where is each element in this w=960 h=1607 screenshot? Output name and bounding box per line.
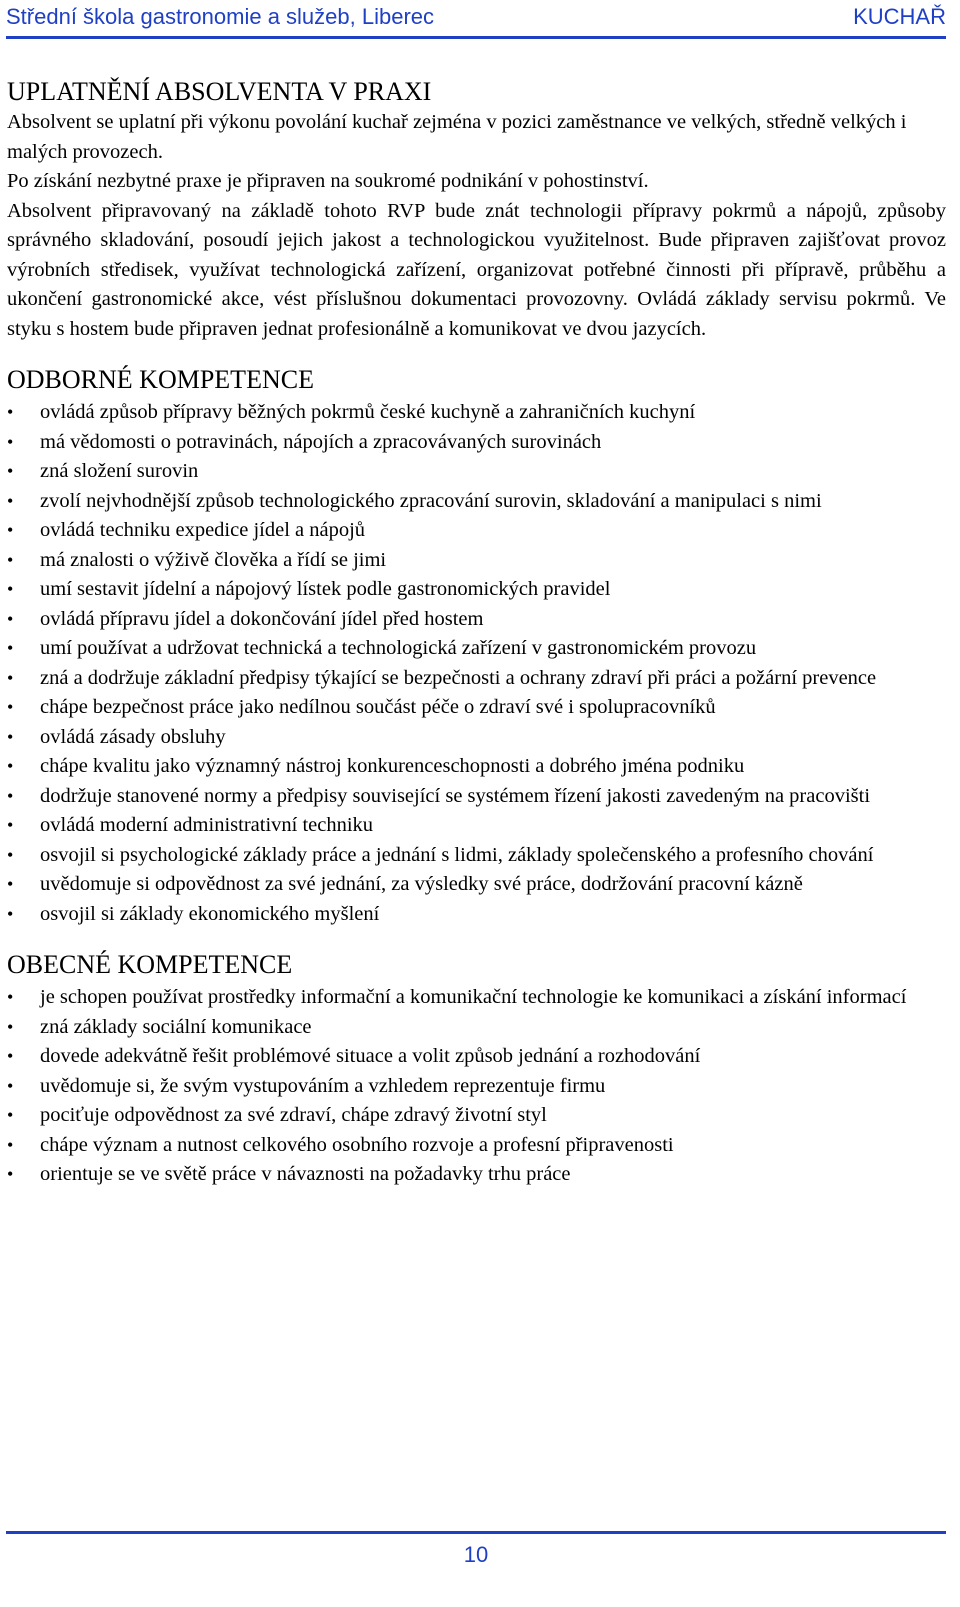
bullet-icon: • (7, 874, 14, 894)
bullet-icon: • (7, 785, 14, 806)
list-item (7, 546, 946, 576)
bullet-icon: • (7, 1134, 14, 1155)
list-item (7, 983, 946, 1013)
bullet-icon: • (7, 490, 14, 511)
list-item-text: pociťuje odpovědnost za své zdraví, chápe zdravý životní styl (40, 1104, 547, 1126)
section-title-graduate-employment: UPLATNĚNÍ ABSOLVENTA V PRAXI (7, 77, 432, 106)
list-item-text: umí sestavit jídelní a nápojový lístek podle gastronomických pravidel (40, 578, 611, 600)
list-item-text: ovládá zásady obsluhy (40, 725, 226, 748)
bullet-icon: • (7, 1075, 14, 1096)
bullet-icon: • (7, 844, 14, 865)
list-item-text: osvojil si psychologické základy práce a jednání s lidmi, základy společenského a profesního chování (40, 843, 874, 866)
list-item-text: ovládá techniku expedice jídel a nápojů (40, 519, 366, 541)
list-item-text: má vědomosti o potravinách, nápojích a zpracovávaných surovinách (40, 430, 602, 453)
bullet-icon: • (7, 726, 14, 747)
list-item-text: zná základy sociální komunikace (40, 1015, 312, 1038)
page-footer (6, 1531, 946, 1568)
list-item (7, 723, 946, 753)
list-item (7, 516, 946, 546)
list-item-text: zvolí nejvhodnější způsob technologického zpracování surovin, skladování a manipulaci s nimi (40, 489, 822, 512)
list-item-text: zná a dodržuje základní předpisy týkající se bezpečnosti a ochrany zdraví při práci a požární prevence (40, 666, 877, 689)
bullet-icon: • (7, 697, 14, 717)
bullet-icon: • (7, 431, 14, 452)
document-subject: KUCHAŘ (853, 4, 946, 29)
page-content (7, 76, 946, 1190)
list-item (7, 870, 946, 900)
general-competences-list (7, 983, 946, 1190)
bullet-icon: • (7, 987, 14, 1007)
bullet-icon: • (7, 579, 14, 599)
list-item (7, 1101, 946, 1131)
list-item-text: ovládá moderní administrativní techniku (40, 814, 374, 836)
section-title-general-competences: OBECNÉ KOMPETENCE (7, 950, 293, 979)
list-item (7, 752, 946, 782)
list-item-text: umí používat a udržovat technická a technologická zařízení v gastronomickém provozu (40, 637, 757, 659)
list-item-text: uvědomuje si odpovědnost za své jednání, za výsledky své práce, dodržování pracovní kázně (40, 873, 803, 895)
list-item (7, 487, 946, 517)
list-item (7, 457, 946, 487)
bullet-icon: • (7, 1016, 14, 1037)
list-item (7, 605, 946, 635)
bullet-icon: • (7, 903, 14, 924)
list-item-text: osvojil si základy ekonomického myšlení (40, 902, 380, 925)
section-title-professional-competences: ODBORNÉ KOMPETENCE (7, 365, 314, 394)
list-item (7, 1013, 946, 1043)
list-item (7, 398, 946, 428)
list-item-text: dodržuje stanovené normy a předpisy související se systémem řízení jakosti zavedeným na pracovišti (40, 784, 871, 807)
school-name: Střední škola gastronomie a služeb, Liberec (6, 4, 435, 29)
list-item (7, 664, 946, 694)
bullet-icon: • (7, 549, 14, 570)
list-item-text: zná složení surovin (40, 460, 199, 482)
bullet-icon: • (7, 667, 14, 688)
bullet-icon: • (7, 638, 14, 658)
list-item-text: dovede adekvátně řešit problémové situace a volit způsob jednání a rozhodování (40, 1045, 701, 1067)
paragraph-employment-2: Po získání nezbytné praxe je připraven na soukromé podnikání v pohostinství. (7, 170, 649, 192)
list-item-text: chápe význam a nutnost celkového osobního rozvoje a profesní připravenosti (40, 1133, 674, 1156)
paragraph-employment-3: Absolvent připravovaný na základě tohoto RVP bude znát technologii přípravy pokrmů a nápojů, způsoby správného skladování, posoudí jejich jakost a technologickou využitelnost. Bude připraven zajišťovat provoz výrobních středisek, využívat technologická zařízení, organizovat potřebné činnosti při přípravě, průběhu a ukončení gastronomické akce, vést příslušnou dokumentaci provozovny. Ovládá základy servisu pokrmů. Ve styku s hostem bude připraven jednat profesionálně a komunikovat ve dvou jazycích. (7, 199, 946, 340)
list-item-text: chápe kvalitu jako významný nástroj konkurenceschopnosti a dobrého jména podniku (40, 755, 745, 777)
list-item-text: ovládá způsob přípravy běžných pokrmů české kuchyně a zahraničních kuchyní (40, 401, 696, 423)
page-number: 10 (463, 1542, 489, 1567)
list-item (7, 1131, 946, 1161)
list-item (7, 782, 946, 812)
bullet-icon: • (7, 815, 14, 835)
bullet-icon: • (7, 1164, 14, 1184)
list-item (7, 428, 946, 458)
list-item (7, 811, 946, 841)
list-item (7, 693, 946, 723)
list-item (7, 1160, 946, 1190)
paragraph-employment-1: Absolvent se uplatní při výkonu povolání kuchař zejména v pozici zaměstnance ve velkých, středně velkých i malých provozech. (7, 111, 907, 163)
list-item (7, 900, 946, 930)
list-item (7, 1072, 946, 1102)
list-item-text: orientuje se ve světě práce v návaznosti na požadavky trhu práce (40, 1163, 571, 1185)
bullet-icon: • (7, 520, 14, 540)
list-item-text: je schopen používat prostředky informační a komunikační technologie ke komunikaci a získání informací (40, 986, 907, 1008)
page-header (6, 2, 946, 39)
list-item-text: uvědomuje si, že svým vystupováním a vzhledem reprezentuje firmu (40, 1074, 606, 1097)
bullet-icon: • (7, 1105, 14, 1125)
list-item (7, 634, 946, 664)
bullet-icon: • (7, 461, 14, 481)
bullet-icon: • (7, 756, 14, 776)
list-item (7, 841, 946, 871)
bullet-icon: • (7, 1046, 14, 1066)
list-item-text: má znalosti o výživě člověka a řídí se jimi (40, 548, 387, 571)
list-item (7, 1042, 946, 1072)
list-item-text: ovládá přípravu jídel a dokončování jídel před hostem (40, 607, 484, 630)
bullet-icon: • (7, 402, 14, 422)
professional-competences-list (7, 398, 946, 929)
list-item (7, 575, 946, 605)
list-item-text: chápe bezpečnost práce jako nedílnou součást péče o zdraví své i spolupracovníků (40, 696, 716, 718)
bullet-icon: • (7, 608, 14, 629)
